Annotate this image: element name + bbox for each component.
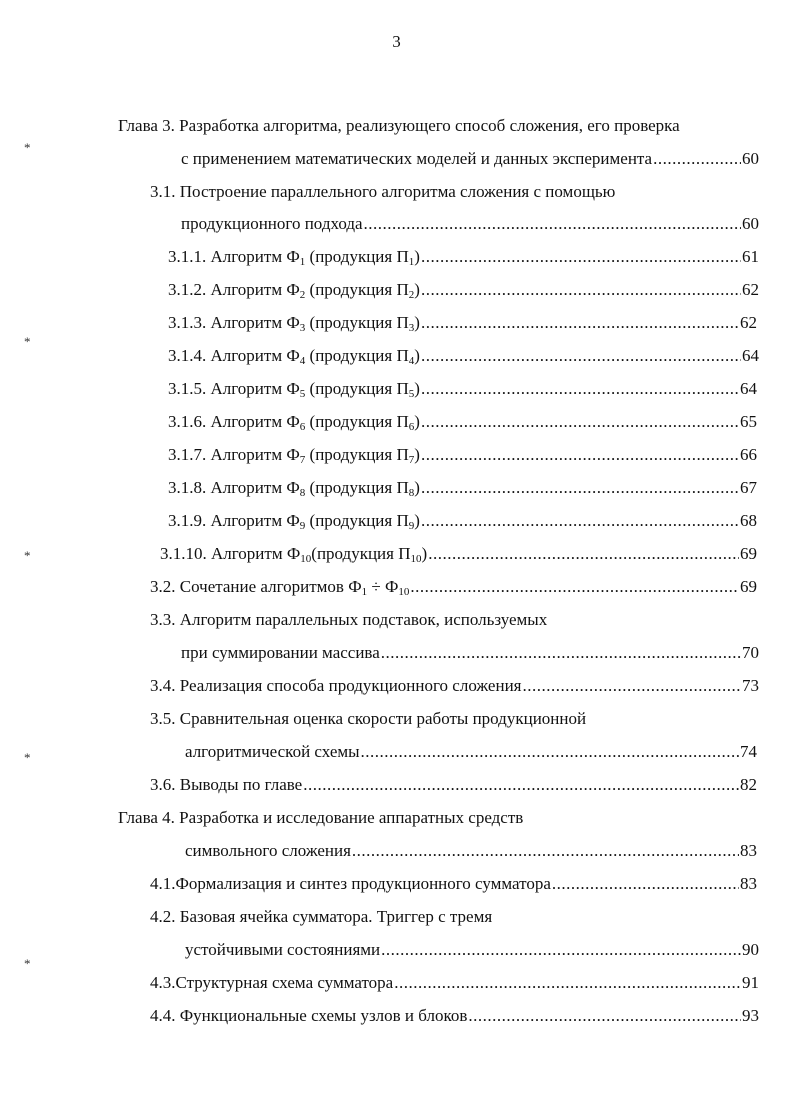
page-ref: 62 [742, 280, 759, 299]
toc-section-3-1-line2[interactable]: продукционного подхода ..... 60 [181, 213, 759, 235]
page-ref: 91 [742, 973, 759, 992]
page-ref: 83 [740, 874, 757, 893]
page-ref: 64 [742, 346, 759, 365]
toc-section-3-1-title: 3.1. Построение параллельного алгоритма сложения с помощью [150, 182, 616, 201]
toc-section-4-2-title: 4.2. Базовая ячейка сумматора. Триггер с тремя [150, 907, 493, 926]
toc-chapter-3-line2[interactable]: с применением математических моделей и данных эксперимента ..... 60 [181, 148, 759, 170]
page-ref: 82 [740, 775, 757, 794]
toc-section-3-4[interactable]: 3.4. Реализация способа продукционного сложения ..... 73 [150, 675, 759, 697]
margin-mark-3: * [24, 548, 31, 563]
toc-item-3-1-7[interactable]: 3.1.7. Алгоритм $Ф_7$ (продукция $П_7$) ..... 66 [168, 444, 757, 466]
page-ref: 83 [740, 841, 757, 860]
toc-section-4-2-line2[interactable]: устойчивыми состояниями ..... 90 [185, 939, 759, 961]
margin-mark-1: * [24, 140, 31, 155]
toc-section-4-1[interactable]: 4.1.Формализация и синтез продукционного сумматора ..... 83 [150, 873, 757, 895]
page-ref: 64 [740, 379, 757, 398]
toc-section-3-6[interactable]: 3.6. Выводы по главе ..... 82 [150, 774, 757, 796]
margin-mark-5: * [24, 956, 31, 971]
toc-section-3-5-line2[interactable]: алгоритмической схемы ..... 74 [185, 741, 757, 763]
toc-section-3-5-title: 3.5. Сравнительная оценка скорости работы продукционной [150, 709, 587, 728]
toc-item-3-1-4[interactable]: 3.1.4. Алгоритм $Ф_4$ (продукция $П_4$) ..... 64 [168, 345, 759, 367]
toc-item-3-1-5[interactable]: 3.1.5. Алгоритм $Ф_5$ (продукция $П_5$) ..... 64 [168, 378, 757, 400]
toc-section-4-3[interactable]: 4.3.Структурная схема сумматора ..... 91 [150, 972, 759, 994]
page-ref: 74 [740, 742, 757, 761]
page-ref: 69 [740, 577, 757, 596]
page-ref: 65 [740, 412, 757, 431]
page-ref: 93 [742, 1006, 759, 1025]
toc-item-3-1-6[interactable]: 3.1.6. Алгоритм $Ф_6$ (продукция $П_6$) ..... 65 [168, 411, 757, 433]
margin-mark-2: * [24, 334, 31, 349]
toc-item-3-1-10[interactable]: 3.1.10. Алгоритм $Ф_{10}(продукция$ $П_{10}$) ..... 69 [160, 543, 757, 565]
toc-item-3-1-2[interactable]: 3.1.2. Алгоритм $Ф_2$ (продукция $П_2$) ..... 62 [168, 279, 759, 301]
toc-chapter-3-title: Глава 3. Разработка алгоритма, реализующего способ сложения, его проверка [118, 116, 680, 135]
page-ref: 60 [742, 149, 759, 168]
margin-mark-4: * [24, 750, 31, 765]
toc-section-3-3-title: 3.3. Алгоритм параллельных подставок, используемых [150, 610, 548, 629]
page-ref: 61 [742, 247, 759, 266]
page-ref: 90 [742, 940, 759, 959]
page-ref: 69 [740, 544, 757, 563]
page-ref: 73 [742, 676, 759, 695]
page-ref: 66 [740, 445, 757, 464]
page-number: 3 [392, 32, 401, 51]
toc-item-3-1-1[interactable]: 3.1.1. Алгоритм $Ф_1$ (продукция $П_1$) ..... 61 [168, 246, 759, 268]
page-ref: 70 [742, 643, 759, 662]
toc-item-3-1-3[interactable]: 3.1.3. Алгоритм $Ф_3$ (продукция $П_3$) ..... 62 [168, 312, 757, 334]
toc-item-3-1-8[interactable]: 3.1.8. Алгоритм $Ф_8$ (продукция $П_8$) ..... 67 [168, 477, 757, 499]
toc-section-3-2[interactable]: 3.2. Сочетание алгоритмов $Ф_1 \div Ф_{10}$ ..... 69 [150, 576, 757, 598]
toc-chapter-4-line2[interactable]: символьного сложения ..... 83 [185, 840, 757, 862]
page-ref: 67 [740, 478, 757, 497]
toc-section-3-3-line2[interactable]: при суммировании массива ..... 70 [181, 642, 759, 664]
page-ref: 62 [740, 313, 757, 332]
page-ref: 60 [742, 214, 759, 233]
toc-chapter-4-title: Глава 4. Разработка и исследование аппаратных средств [118, 808, 524, 827]
page-ref: 68 [740, 511, 757, 530]
toc-item-3-1-9[interactable]: 3.1.9. Алгоритм $Ф_9$ (продукция $П_9$) ..... 68 [168, 510, 757, 532]
toc-section-4-4[interactable]: 4.4. Функциональные схемы узлов и блоков ..... 93 [150, 1005, 759, 1027]
